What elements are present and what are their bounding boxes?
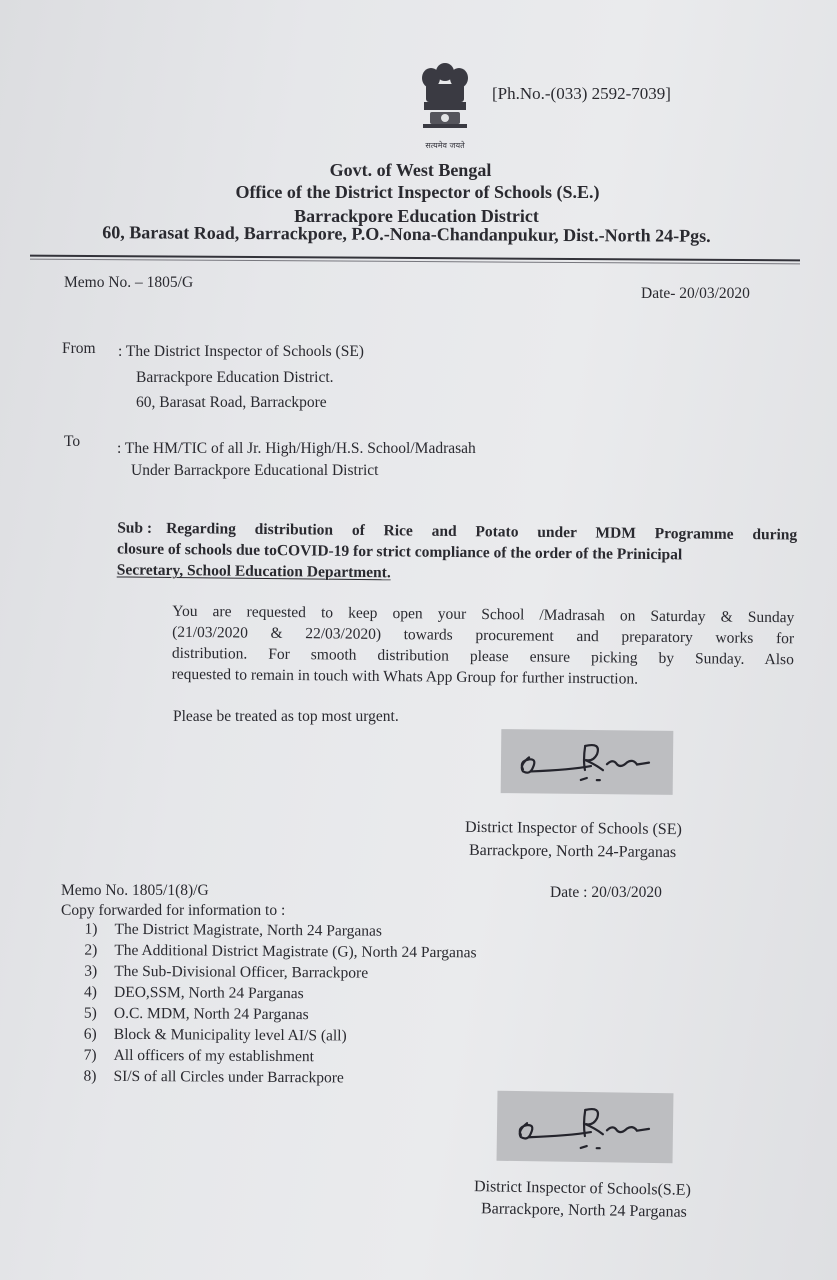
body-line-4: requested to remain in touch with Whats App Group for further instruction. — [171, 665, 639, 688]
list-item: 4) DEO,SSM, North 24 Parganas — [84, 983, 304, 1003]
subject-line-2: closure of schools due toCOVID-19 for strict compliance of the order of the Prinicipal — [116, 540, 683, 564]
list-item: 1) The District Magistrate, North 24 Parganas — [84, 920, 383, 940]
memo-date: Date- 20/03/2020 — [641, 285, 750, 302]
letterhead-district: Barrackpore Education District — [294, 206, 539, 226]
signature-image-2 — [497, 1091, 674, 1163]
to-label: To — [64, 433, 81, 450]
subject-block — [117, 517, 798, 587]
state-emblem-icon — [414, 56, 476, 152]
signatory-place-1: Barrackpore, North 24-Parganas — [468, 841, 677, 862]
body-line-2: (21/03/2020 & 22/03/2020) towards procurement and preparatory works for — [172, 623, 795, 648]
list-item: 2) The Additional District Magistrate (G), North 24 Parganas — [84, 941, 477, 962]
list-item: 6) Block & Municipality level AI/S (all) — [83, 1025, 347, 1045]
body-line-1: You are requested to keep open your School /Madrasah on Saturday & Sunday — [172, 602, 795, 627]
copy-recipient-list — [83, 919, 476, 1090]
emblem-caption: सत्यमेव जयते — [425, 141, 465, 150]
from-label: From — [62, 340, 96, 357]
from-line-1: : The District Inspector of Schools (SE) — [118, 343, 364, 360]
letterhead-address: 60, Barasat Road, Barrackpore, P.O.-Nona-Chandanpukur, Dist.-North 24-Pgs. — [102, 222, 711, 246]
letterhead-government: Govt. of West Bengal — [329, 160, 492, 180]
urgent-note: Please be treated as top most urgent. — [173, 708, 399, 725]
list-item: 8) SI/S of all Circles under Barrackpore — [83, 1067, 344, 1087]
letterhead-office: Office of the District Inspector of Schools (S.E.) — [235, 182, 600, 202]
signatory-place-2: Barrackpore, North 24 Parganas — [480, 1200, 688, 1221]
to-line-2: Under Barrackpore Educational District — [131, 462, 379, 479]
subject-line-1: Regarding distribution of Rice and Potato under MDM Programme during — [166, 519, 798, 544]
list-item: 3) The Sub-Divisional Officer, Barrackpore — [84, 962, 369, 982]
from-line-3: 60, Barasat Road, Barrackpore — [136, 394, 327, 411]
copy-memo-number: Memo No. 1805/1(8)/G — [61, 882, 209, 899]
to-line-1: : The HM/TIC of all Jr. High/High/H.S. School/Madrasah — [117, 440, 476, 457]
list-item: 5) O.C. MDM, North 24 Parganas — [83, 1004, 309, 1024]
signatory-title-2: District Inspector of Schools(S.E) — [473, 1178, 691, 1199]
body-line-3: distribution. For smooth distribution please ensure picking by Sunday. Also — [171, 644, 794, 669]
subject-label: Sub : — [117, 519, 153, 537]
copy-date: Date : 20/03/2020 — [550, 884, 662, 901]
signatory-title-1: District Inspector of Schools (SE) — [464, 818, 682, 839]
subject-line-3: Secretary, School Education Department. — [116, 561, 391, 582]
list-item: 7) All officers of my establishment — [83, 1046, 315, 1066]
signature-image — [501, 729, 674, 795]
from-line-2: Barrackpore Education District. — [136, 369, 334, 386]
phone-number: [Ph.No.-(033) 2592-7039] — [492, 84, 671, 103]
copy-intro: Copy forwarded for information to : — [61, 902, 286, 919]
body-paragraph — [172, 601, 795, 692]
memo-number: Memo No. – 1805/G — [64, 274, 194, 291]
